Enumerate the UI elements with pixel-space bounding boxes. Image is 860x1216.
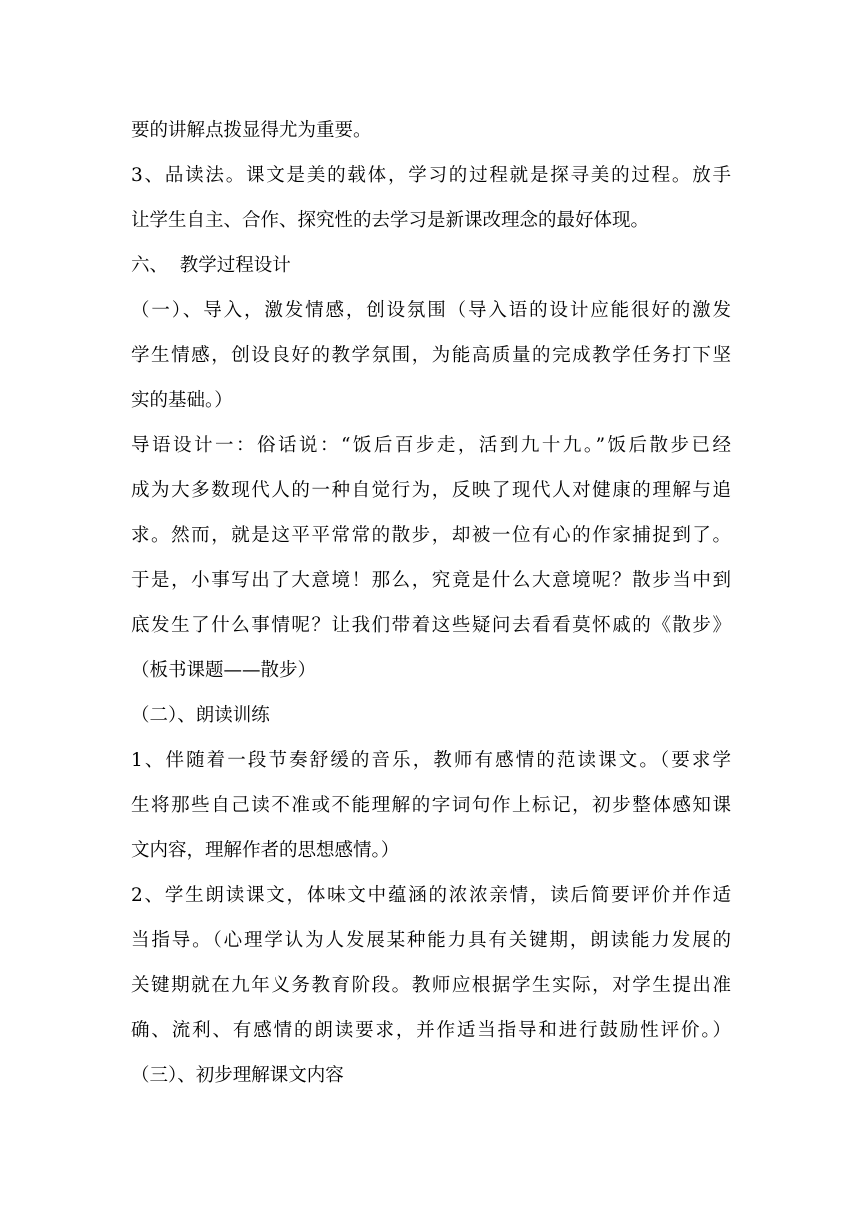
text-line: 生将那些自己读不准或不能理解的字词句作上标记，初步整体感知课 — [131, 795, 731, 816]
document-body — [131, 108, 731, 1098]
text-line: 导语设计一：俗话说：“饭后百步走，活到九十九。”饭后散步已经 — [131, 435, 731, 456]
text-line: 关键期就在九年义务教育阶段。教师应根据学生实际，对学生提出准 — [131, 975, 731, 996]
text-line: （一）、导入，激发情感，创设氛围（导入语的设计应能很好的激发 — [131, 300, 731, 321]
text-line: （板书课题——散步） — [131, 660, 317, 681]
text-line: 成为大多数现代人的一种自觉行为，反映了现代人对健康的理解与追 — [131, 480, 731, 501]
section-heading: （三）、初步理解课文内容 — [131, 1065, 344, 1086]
text-line: 要的讲解点拨显得尤为重要。 — [131, 120, 372, 141]
text-line: 让学生自主、合作、探究性的去学习是新课改理念的最好体现。 — [131, 210, 650, 231]
text-line: 1、伴随着一段节奏舒缓的音乐，教师有感情的范读课文。（要求学 — [131, 750, 731, 771]
text-line: 文内容，理解作者的思想感情。） — [131, 840, 400, 861]
section-heading: 六、 教学过程设计 — [131, 255, 291, 276]
text-line: 底发生了什么事情呢？让我们带着这些疑问去看看莫怀戚的《散步》 — [131, 615, 731, 636]
text-line: 求。然而，就是这平平常常的散步，却被一位有心的作家捕捉到了。 — [131, 525, 731, 546]
text-line: 实的基础。） — [131, 390, 233, 411]
text-line: 当指导。（心理学认为人发展某种能力具有关键期，朗读能力发展的 — [131, 930, 731, 951]
text-line: 确、流利、有感情的朗读要求，并作适当指导和进行鼓励性评价。） — [131, 1020, 731, 1041]
text-line: 3、品读法。课文是美的载体，学习的过程就是探寻美的过程。放手 — [131, 165, 731, 186]
text-line: 于是，小事写出了大意境！那么，究竟是什么大意境呢？散步当中到 — [131, 570, 731, 591]
section-heading: （二）、朗读训练 — [131, 705, 270, 726]
text-line: 2、学生朗读课文，体味文中蕴涵的浓浓亲情，读后简要评价并作适 — [131, 885, 731, 906]
text-line: 学生情感，创设良好的教学氛围，为能高质量的完成教学任务打下坚 — [131, 345, 731, 366]
